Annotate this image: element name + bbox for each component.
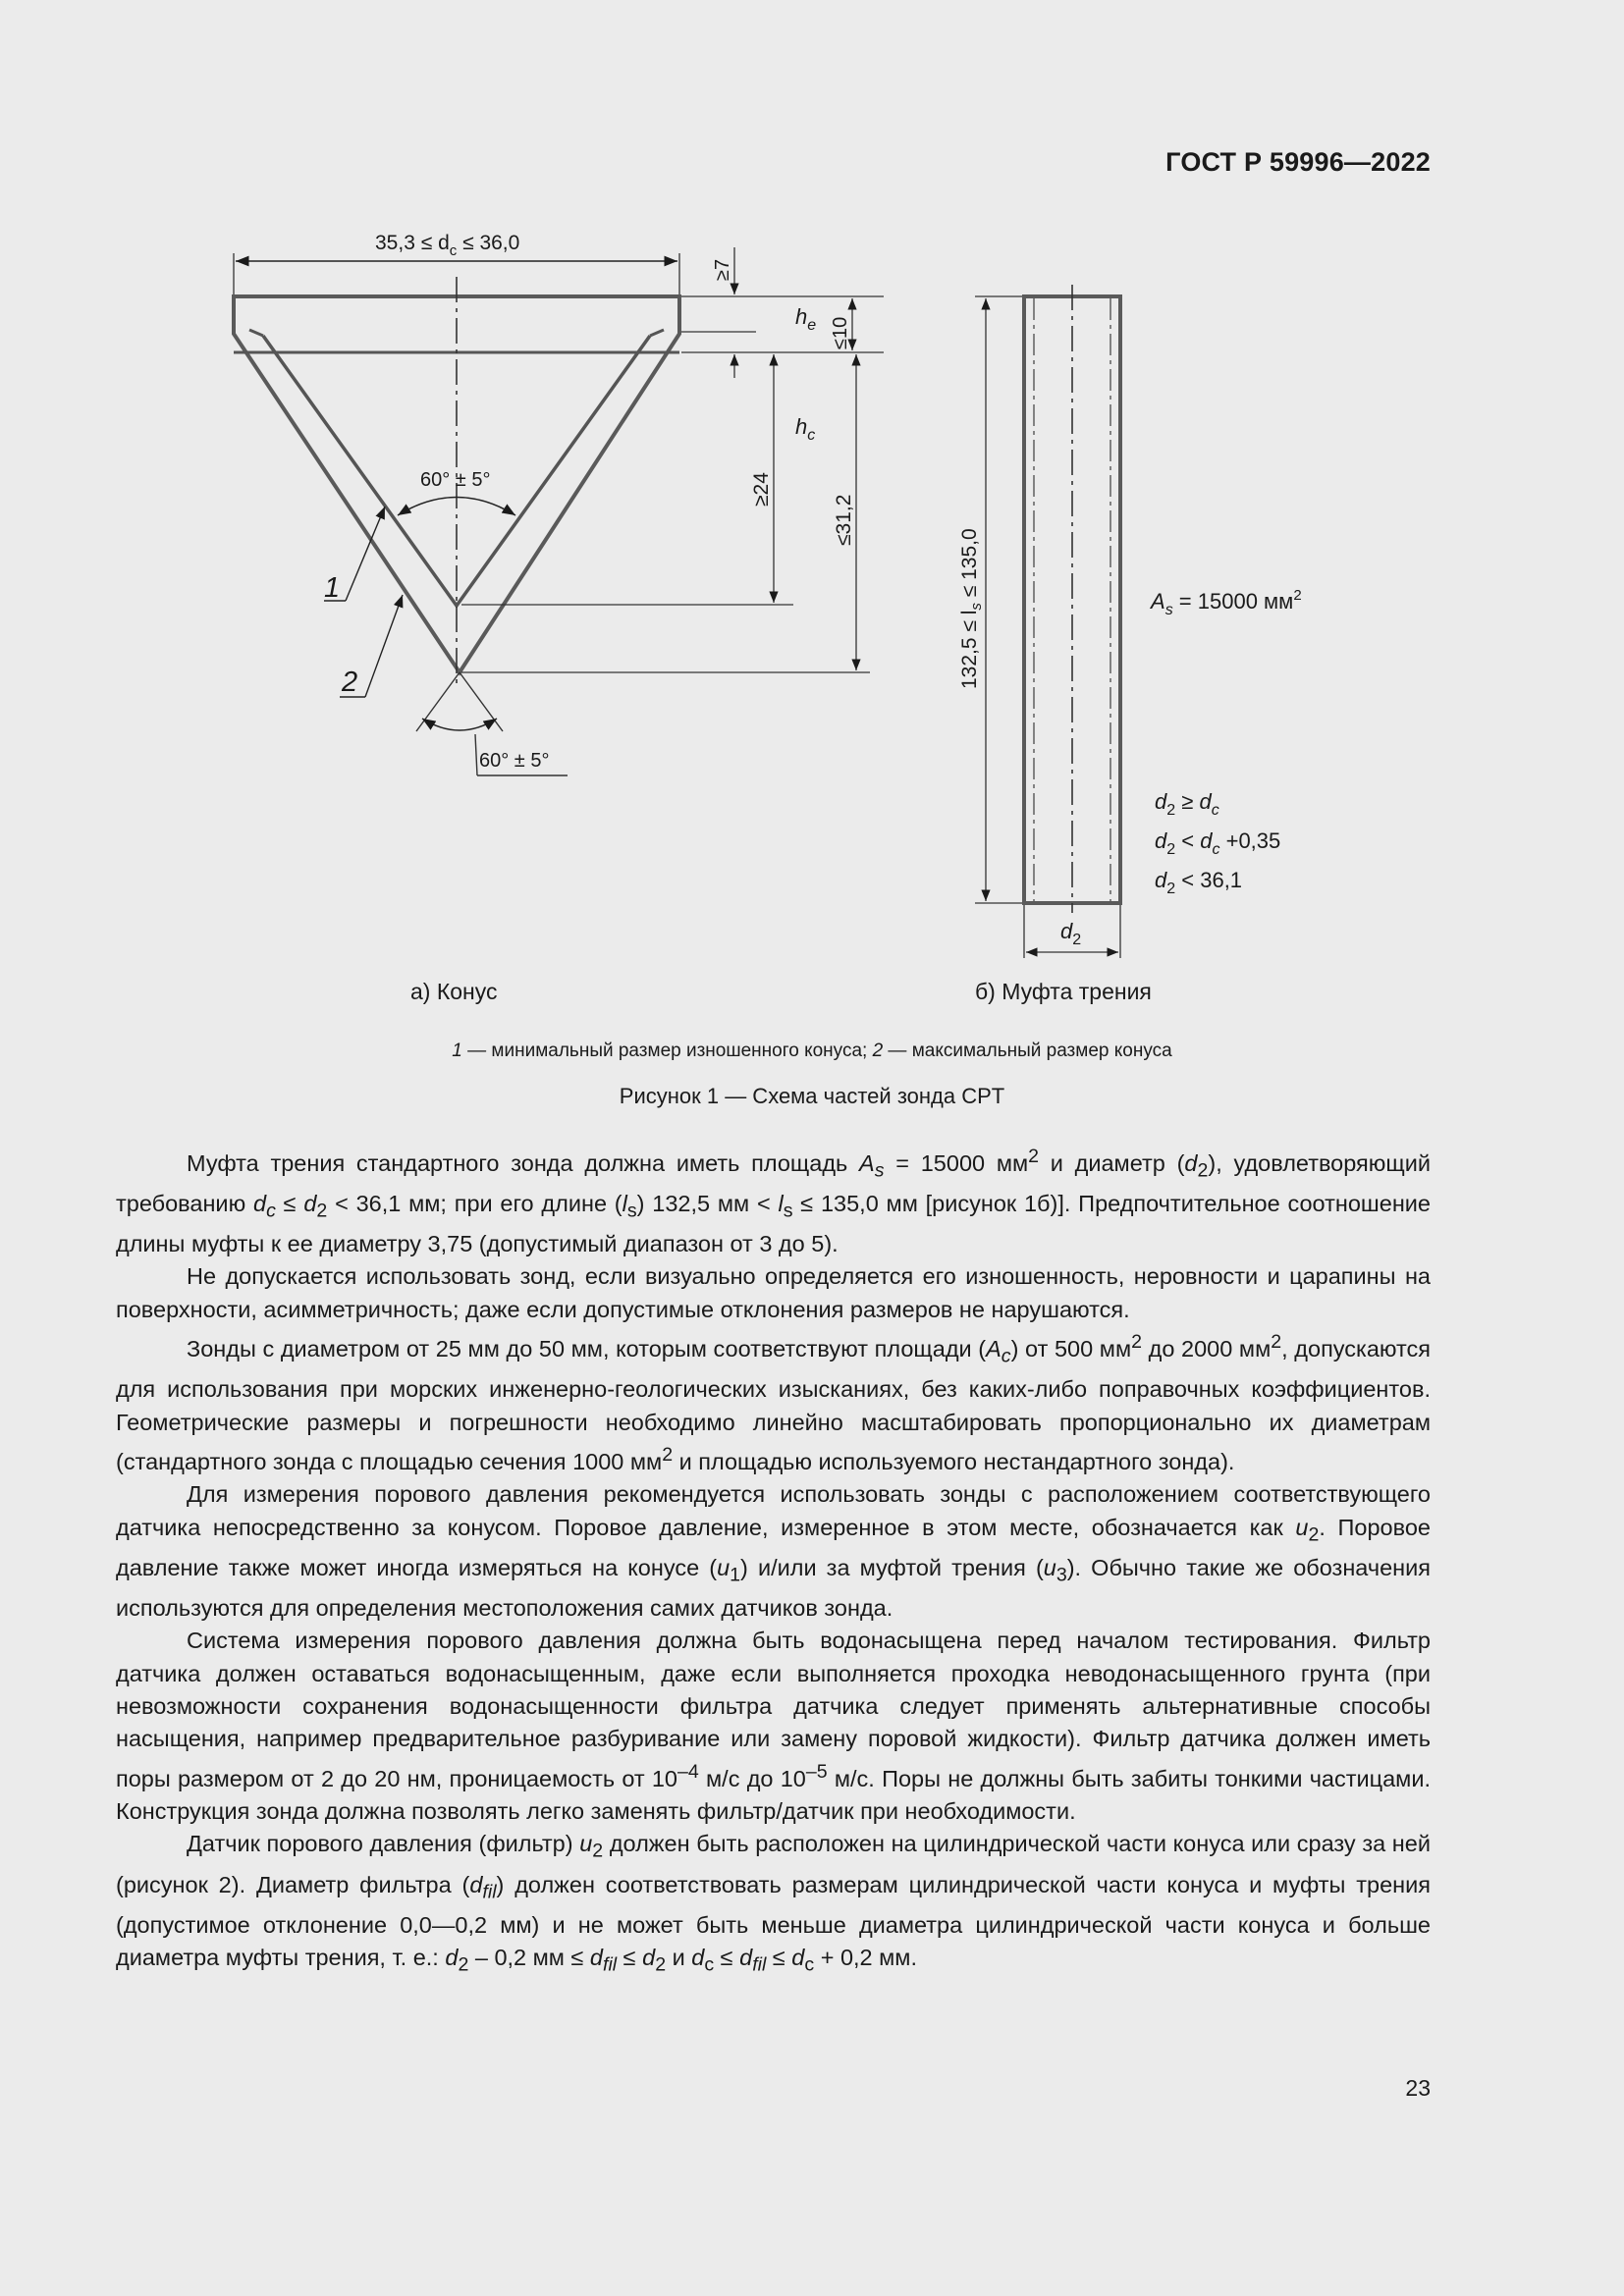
paragraph-4: Для измерения порового давления рекомендуется использовать зонды с расположением соответствующего датчика непосредственно за конусом. Поровое давление, измеренное в этом месте, обозначается как $u_2$. Поровое давление также может иногда измеряться на конусе $(u_1)$ и/или за муфтой трения $(u_3)$. Обычно такие же обозначения используются для определения местоположения самих датчиков зонда. — [116, 1481, 1431, 1621]
dim-le10: ≤10 — [830, 316, 851, 349]
label-1: 1 — [324, 572, 341, 604]
sleeve-cond-1: $d_2 \ge d_c$ — [1155, 789, 1219, 819]
hc-label — [795, 414, 815, 444]
he-main: h — [795, 304, 808, 329]
angle-lower-label: 60° ± 5° — [479, 750, 550, 772]
cone-right-dimensions — [461, 247, 884, 672]
legend-number-1: 1 — [452, 1041, 462, 1061]
sleeve-length-label: $132,5 \le l_s \le 135,0$ — [958, 528, 985, 689]
cone-subcaption: а) Конус — [410, 979, 498, 1004]
legend-number-2: 2 — [872, 1041, 884, 1061]
paragraph-6: Датчик порового давления (фильтр) $u_2$ должен быть расположен на цилиндрической части конуса или сразу за ней (рисунок 2). Диаметр фильтра $(d_{fil})$ должен соответствовать размерам цилиндрической части конуса и муфты трения (допустимое отклонение 0,0—0,2 мм) и не может быть меньше диаметра цилиндрической части конуса и больше диаметра муфты трения, т. е.: $d_2 - 0,2$ мм ≤ $d_{fil} \le d_2$ и $d_c \le d_{fil} \le d_c + 0,2$ мм. — [116, 1831, 1432, 1976]
hc-sub: c — [807, 427, 816, 444]
dim-ge7: ≥7 — [712, 258, 733, 281]
sleeve-dimensions — [975, 296, 1120, 958]
sleeve-d2-label: $d_2$ — [1060, 919, 1082, 948]
figure-caption: Рисунок 1 — Схема частей зонда CPT — [619, 1084, 1005, 1108]
dim-top-sub: c — [449, 242, 458, 259]
sleeve-drawing — [1024, 285, 1120, 913]
paragraph-5: Система измерения порового давления должна быть водонасыщена перед началом тестирования. Фильтр датчика должен оставаться водонасыщенным, даже если выполняется проходка неводонасыщенного грунта (при невозможности сохранения водонасыщенности фильтра датчика следует применять альтернативные способы насыщения, например предварительное разбуривание или замену поровой жидкости). Фильтр датчика должен иметь поры размером от 2 до 20 нм, проницаемость от $10^{-4}$ м/с до $10^{-5}$ м/с. Поры не должны быть забиты тонкими частицами. Конструкция зонда должна позволять легко заменять фильтр/датчик при необходимости. — [116, 1628, 1431, 1825]
label-2: 2 — [342, 667, 358, 698]
svg-text:35,3 ≤ dc ≤ 36,0 — [375, 232, 519, 259]
dim-top-tail: ≤ 36,0 — [457, 232, 520, 254]
document-header: ГОСТ Р 59996—2022 — [1165, 147, 1431, 177]
dim-top-label: 35,3 ≤ d — [375, 232, 450, 254]
dim-ge24: ≥24 — [750, 472, 773, 507]
sleeve-cond-2: $d_2 < d_c +0,35$ — [1155, 828, 1281, 858]
figure-legend — [0, 1041, 1624, 1062]
he-sub: e — [807, 317, 817, 334]
he-label — [795, 304, 816, 334]
hc-main: h — [795, 414, 808, 439]
angle-upper-label: 60° ± 5° — [420, 469, 491, 491]
paragraph-3: Зонды с диаметром от 25 мм до 50 мм, которым соответствуют площади $(A_c)$ от 500 $мм^2$ до 2000 $мм^2$, допускаются для использования при морских инженерно-геологических изысканиях, без каких-либо поправочных коэффициентов. Геометрические размеры и погрешности необходимо линейно масштабировать пропорционально их диаметрам (стандартного зонда с площадью сечения 1000 $мм^2$ и площадью используемого нестандартного зонда). — [116, 1331, 1431, 1474]
sleeve-subcaption: б) Муфта трения — [975, 979, 1152, 1004]
figure-cpt-probe — [0, 0, 1624, 1041]
sleeve-area-label: $A_s = 15000$ $мм^2$ — [1151, 587, 1302, 618]
dim-le312: ≤31,2 — [833, 494, 855, 546]
page-number: 23 — [1405, 2075, 1431, 2101]
sleeve-cond-3: $d_2 < 36,1$ — [1155, 868, 1243, 897]
legend-text-1: — минимальный размер изношенного конуса; — [461, 1041, 873, 1061]
legend-text-2: — максимальный размер конуса — [883, 1041, 1172, 1061]
body-text — [116, 1141, 1431, 1982]
paragraph-2: Не допускается использовать зонд, если визуально определяется его изношенность, неровности и царапины на поверхности, асимметричность; даже если допустимые отклонения размеров не нарушаются. — [116, 1263, 1431, 1322]
paragraph-1: Муфта трения стандартного зонда должна иметь площадь $A_s = 15000$ $мм^2$ и диаметр $(d_2)$, удовлетворяющий требованию $d_c \le d_2 < 36,1$ мм; при его длине $(l_s)$ 132,5 мм < $l_s \le 135,0$ мм [рисунок 1б)]. Предпочтительное соотношение длины муфты к ее диаметру 3,75 (допустимый диапазон от 3 до 5). — [116, 1146, 1432, 1257]
